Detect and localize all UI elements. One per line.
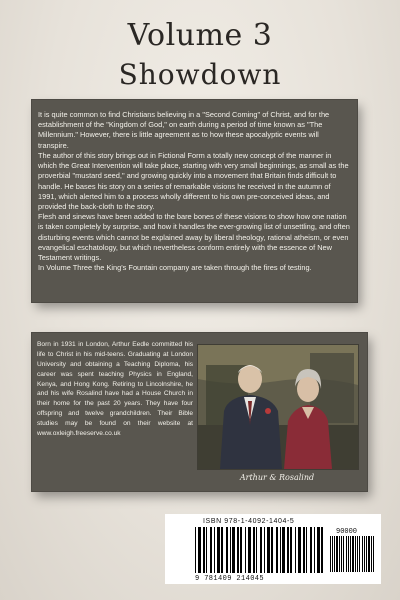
barcode-bar — [217, 527, 220, 573]
barcode-bar — [210, 527, 212, 573]
book-subtitle: Showdown — [118, 58, 282, 91]
isbn-text: ISBN 978-1-4092-1404-5 — [203, 518, 295, 525]
barcode-bar — [230, 527, 231, 573]
barcode-bar — [206, 527, 207, 573]
barcode-bar — [343, 536, 344, 572]
barcode-bar — [346, 536, 347, 572]
barcode-bar — [373, 536, 374, 572]
blurb-paragraph: The author of this story brings out in Fictional Form a totally new concept of the manner in which the Great Intervention will take place, starting with very small beginnings, as small as the proverbial "mustard seed," and growing quickly into a movement that Britain finds difficult to handle. He bases his story on a series of remarkable visions he received in the autumn of 1991, which alerted him to a process wholly different to his own pre-conceived ideas, and provided the back-cloth to the story. — [38, 150, 349, 211]
barcode-bar — [364, 536, 365, 572]
barcode-bar — [310, 527, 312, 573]
barcode-bar — [348, 536, 349, 572]
barcode-bar — [317, 527, 320, 573]
barcode-bar — [221, 527, 223, 573]
barcode-bar — [336, 536, 338, 572]
barcode-bar — [314, 527, 315, 573]
barcode-bar — [198, 527, 201, 573]
barcode-bar — [253, 527, 255, 573]
barcode-bar — [306, 527, 307, 573]
author-photo-illustration — [198, 345, 358, 469]
author-photo — [197, 344, 359, 470]
barcode-bar — [203, 527, 205, 573]
barcode-bar — [352, 536, 354, 572]
barcode-bar — [295, 527, 296, 573]
barcode-bar — [366, 536, 367, 572]
price-addon-barcode — [330, 536, 374, 572]
barcode-bar — [214, 527, 215, 573]
barcode-bar — [350, 536, 351, 572]
blurb-paragraph: In Volume Three the King's Fountain company are taken through the fires of testing. — [38, 263, 312, 273]
barcode-bar — [287, 527, 289, 573]
barcode-bar — [264, 527, 265, 573]
barcode-bar — [362, 536, 363, 572]
barcode-bar — [267, 527, 270, 573]
barcode-bar — [303, 527, 305, 573]
barcode-bar — [330, 536, 331, 572]
ean-digits: 9 781409 214045 — [195, 575, 265, 583]
barcode-bar — [368, 536, 370, 572]
barcode-bar — [271, 527, 273, 573]
barcode-bar — [371, 536, 372, 572]
book-volume-title: Volume 3 — [127, 18, 273, 53]
barcode-bar — [232, 527, 235, 573]
price-code: 90000 — [336, 528, 358, 536]
barcode-bar — [355, 536, 356, 572]
barcode-bar — [321, 527, 323, 573]
author-panel — [32, 333, 367, 491]
barcode-bar — [276, 527, 278, 573]
ean-barcode — [195, 527, 323, 573]
barcode-bar — [359, 536, 360, 572]
barcode-bar — [334, 536, 335, 572]
barcode-bar — [245, 527, 246, 573]
author-bio: Born in 1931 in London, Arthur Eedle committed his life to Christ in his mid-teens. Graduating at London University and obtaining a Teaching Diploma, his career was spent teaching Physics in England, Kenya, and Hong Kong. Retiring to Lincolnshire, he and his wife Rosalind have had a House Church in their home for the past 20 years. They have four offspring and twelve grandchildren. Their Bible studies may be found on their website at www.oxleigh.freeserve.co.uk — [37, 341, 193, 438]
blurb-paragraph: Flesh and sinews have been added to the bare bones of these visions to show how one nation is taken completely by surprise, and how it handles the ever-growing list of unsettling, and often disturbing events which cannot be explained away by liberal theology, rational atheism, or even evangelical eschatology, but which nevertheless conform entirely with the essence of New Testament writings. — [38, 212, 350, 263]
barcode-bar — [237, 527, 239, 573]
barcode-bar — [282, 527, 285, 573]
barcode-bar — [298, 527, 301, 573]
barcode-bar — [339, 536, 340, 572]
barcode-bar — [332, 536, 333, 572]
barcode-box — [165, 514, 381, 584]
barcode-bar — [260, 527, 262, 573]
blurb-paragraph: It is quite common to find Christians believing in a "Second Coming" of Christ, and for the establishment of the "Kingdom of God," on earth during a period of time known as "The Millennium." However, there is little agreement as to how these apocalyptic events will transpire. — [38, 110, 330, 150]
barcode-bar — [226, 527, 228, 573]
barcode-bar — [280, 527, 281, 573]
barcode-bar — [290, 527, 292, 573]
barcode-bar — [248, 527, 251, 573]
barcode-bar — [240, 527, 242, 573]
barcode-bar — [357, 536, 358, 572]
barcode-bar — [341, 536, 342, 572]
blurb-panel — [32, 100, 357, 302]
barcode-bar — [256, 527, 257, 573]
barcode-bar — [195, 527, 196, 573]
photo-caption: Arthur & Rosalind — [239, 473, 315, 482]
